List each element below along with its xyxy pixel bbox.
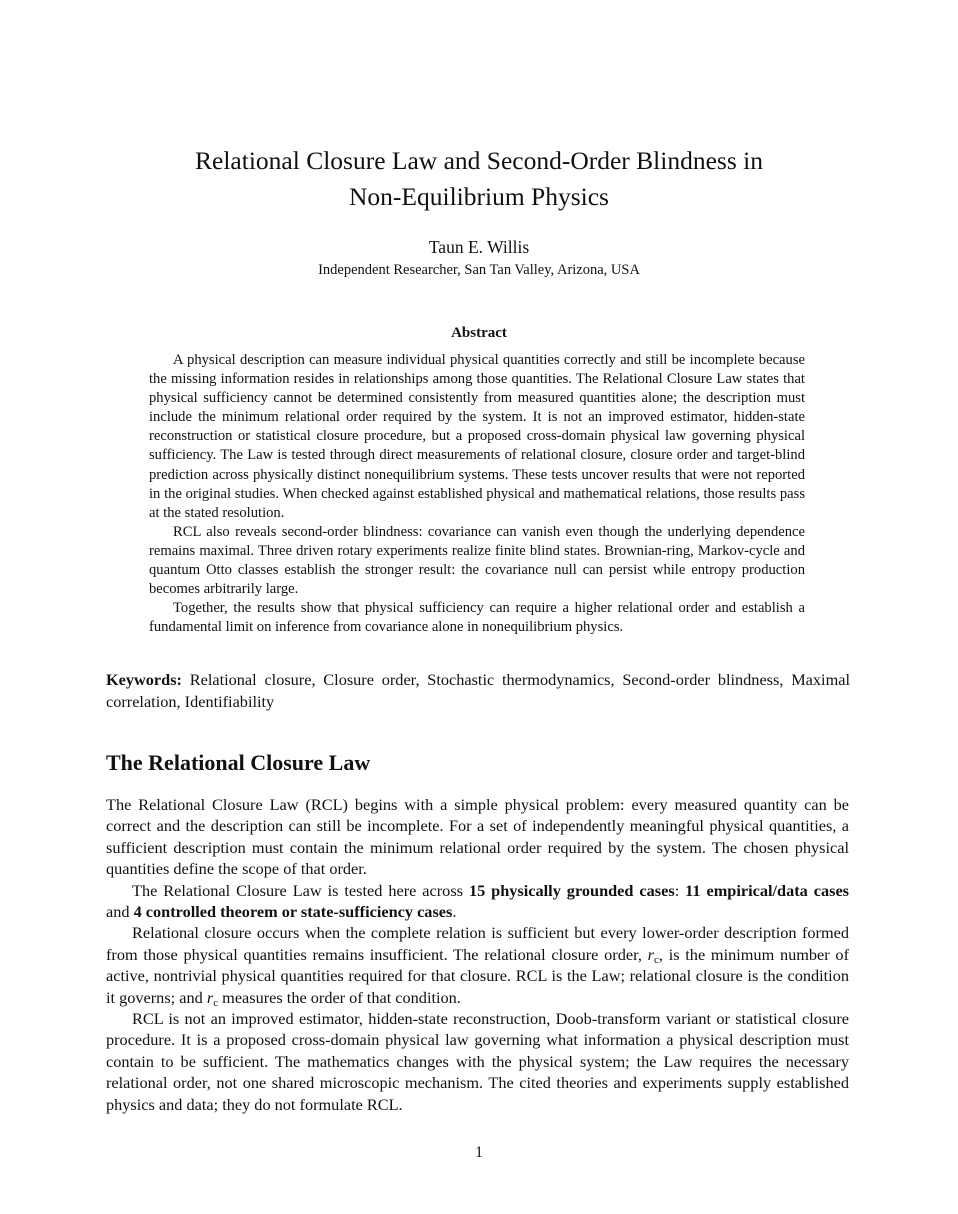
paper-title-line-2: Non-Equilibrium Physics [349, 182, 609, 211]
body-paragraph-3-text-c: measures the order of that condition. [218, 987, 461, 1007]
body-paragraph-3 [106, 922, 849, 1008]
body-paragraph-3-text-b: , is the minimum number of active, nontrivial physical quantities required for that closure. RCL is the Law; relational closure is the condition it governs; and [106, 944, 849, 1007]
abstract-heading: Abstract [451, 325, 507, 341]
author-affiliation: Independent Researcher, San Tan Valley, Arizona, USA [318, 262, 640, 278]
closure-order-symbol-2: r [206, 987, 214, 1007]
body-paragraph-1: The Relational Closure Law (RCL) begins with a simple physical problem: every measured quantity can be correct and the description can still be incomplete. For a set of independently meaningful physical quantities, a sufficient description must contain the minimum relational order required by the system. The chosen physical quantities define the scope of that order. [106, 795, 849, 879]
body-paragraph-3-text-a: Relational closure occurs when the complete relation is sufficient but every lower-order description formed from those physical quantities remains insufficient. The relational closure order, [106, 923, 849, 964]
abstract-paragraph-3: Together, the results show that physical sufficiency can require a higher relational order and establish a fundamental limit on inference from covariance alone in nonequilibrium physics. [149, 600, 805, 636]
abstract-paragraph-1: A physical description can measure individual physical quantities correctly and still be incomplete because the missing information resides in relationships among those quantities. The Relational Closure Law states that physical sufficiency cannot be determined consistently from measured quantities alone; the description must include the minimum relational order required by the system. It is not an improved estimator, hidden-state reconstruction or statistical closure procedure, but a proposed cross-domain physical law governing physical sufficiency. The Law is tested through direct measurements of relational closure, closure order and target-blind prediction across physically distinct nonequilibrium systems. These tests uncover results that were not reported in the original studies. When checked against established physical and mathematical relations, those results pass at the stated resolution. [149, 352, 805, 521]
body-paragraph-2-and: and [106, 902, 134, 922]
closure-order-subscript-2: c [213, 996, 219, 1009]
keywords-label: Keywords: [106, 670, 182, 689]
closure-order-subscript: c [654, 953, 659, 966]
body-paragraph-2-colon: : [674, 880, 686, 900]
page-number: 1 [475, 1144, 483, 1161]
case-count-total: 15 physically grounded cases [468, 880, 675, 900]
author-name: Taun E. Willis [428, 237, 530, 257]
case-count-empirical: 11 empirical/data cases [685, 880, 850, 900]
section-body [106, 794, 849, 1115]
body-paragraph-2-text: The Relational Closure Law is tested here across [132, 880, 469, 900]
keywords [106, 669, 850, 713]
paper-title-line-1: Relational Closure Law and Second-Order Blindness in [195, 146, 763, 175]
closure-order-symbol: r [647, 944, 654, 964]
abstract-body [149, 351, 805, 637]
abstract-paragraph-2: RCL also reveals second-order blindness: covariance can vanish even though the underlying dependence remains maximal. Three driven rotary experiments realize finite blind states. Brownian-ring, Markov-cycle and quantum Otto classes establish the stronger result: the covariance null can persist while entropy production becomes arbitrarily large. [149, 523, 805, 598]
case-count-theorem: 4 controlled theorem or state-sufficiency cases [133, 902, 453, 922]
body-paragraph-2 [106, 880, 849, 923]
keywords-list: Relational closure, Closure order, Stochastic thermodynamics, Second-order blindness, Maximal correlation, Identifiability [106, 670, 850, 711]
section-heading: The Relational Closure Law [106, 750, 371, 775]
body-paragraph-2-end: . [452, 902, 457, 922]
paper-title [120, 143, 838, 215]
body-paragraph-4: RCL is not an improved estimator, hidden-state reconstruction, Doob-transform variant or statistical closure procedure. It is a proposed cross-domain physical law governing what information a physical description must contain to be sufficient. The mathematics changes with the physical system; the Law requires the necessary relational order, not one shared microscopic mechanism. The cited theories and experiments supply established physics and data; they do not formulate RCL. [106, 1009, 849, 1114]
